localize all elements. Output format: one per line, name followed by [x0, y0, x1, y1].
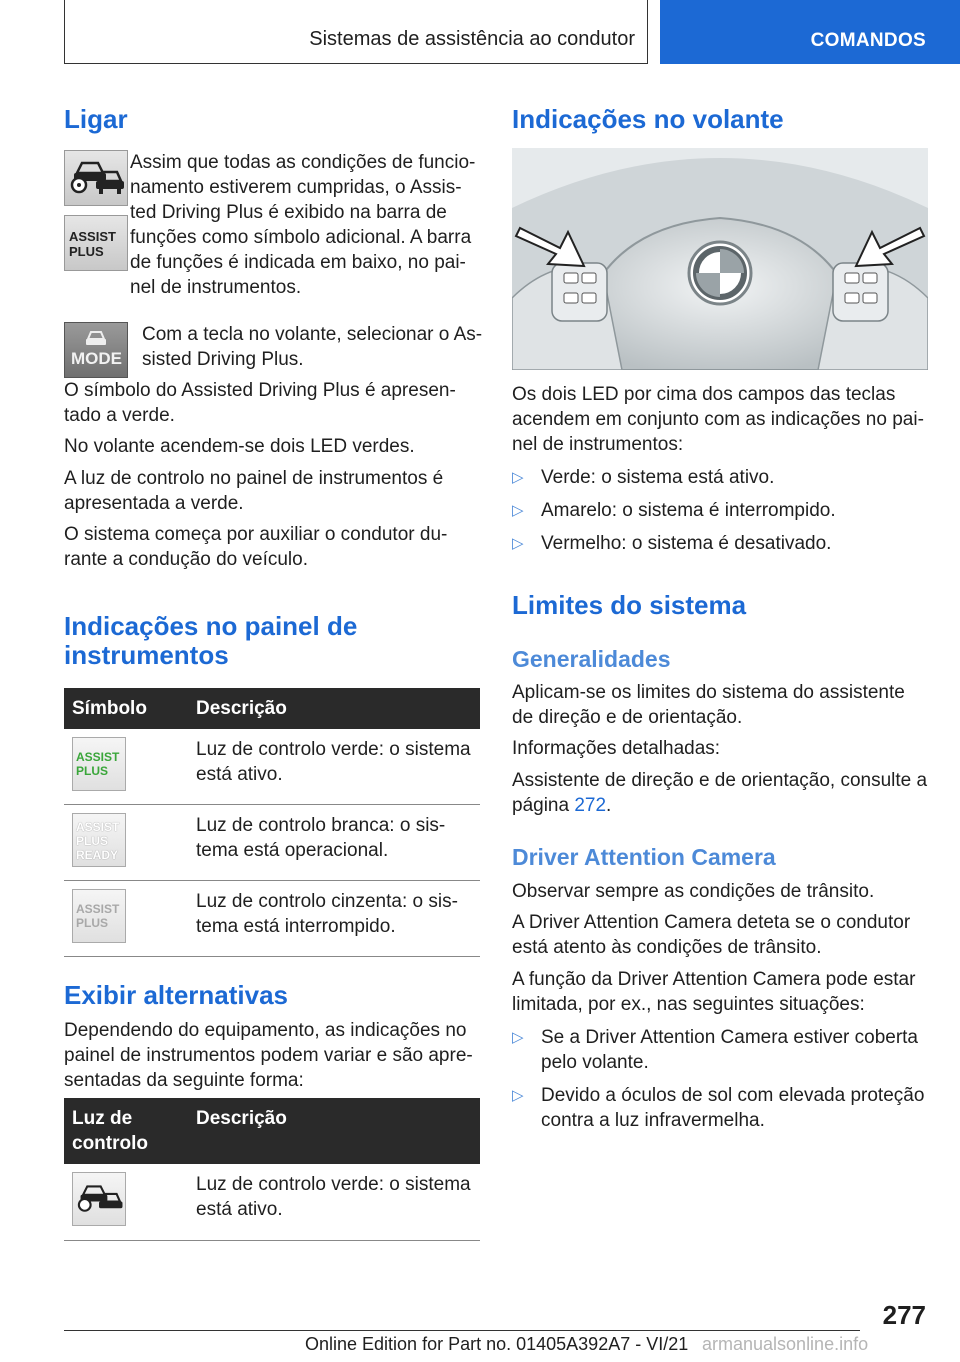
icon-line3: READY	[76, 847, 119, 862]
table-row	[64, 729, 480, 804]
bullet-text-l1: Devido a óculos de sol com elevada proteção	[541, 1085, 925, 1106]
limites-p5-l2: está atento às condições de trânsito.	[512, 937, 822, 958]
mode-car-svg	[65, 327, 127, 351]
table-row	[64, 804, 480, 880]
assist-icon-line2: PLUS	[69, 244, 104, 259]
assist-plus-icon	[64, 215, 128, 271]
icon-line1: ASSIST	[76, 901, 120, 916]
table-col-descricao: Descrição	[188, 1098, 480, 1164]
volante-p-l1: Os dois LED por cima dos campos das teclas	[512, 384, 896, 405]
mode-button-icon	[64, 322, 128, 378]
table-cell-icon	[64, 880, 188, 956]
icon-line2: PLUS	[76, 833, 109, 848]
table-header-row	[64, 688, 480, 729]
heading-painel-l2: instrumentos	[64, 640, 229, 670]
assist-plus-green-icon	[72, 737, 126, 791]
table-col-descricao: Descrição	[188, 688, 480, 729]
ligar-p5-l2: apresentada a verde.	[64, 493, 244, 514]
table-alternativas	[64, 1098, 480, 1241]
table-cell-desc: Luz de controlo branca: o sis-tema está operacional.	[188, 804, 480, 880]
icon-line2: PLUS	[76, 915, 109, 930]
icon-line2: PLUS	[76, 764, 109, 778]
list-item	[512, 531, 928, 556]
table-painel	[64, 688, 480, 957]
limites-p1-l2: de direção e de orientação.	[512, 707, 743, 728]
bullet-text-l2: pelo volante.	[541, 1052, 649, 1073]
chapter-tab[interactable]	[660, 0, 960, 64]
limites-p6-l1: A função da Driver Attention Camera pode estar	[512, 969, 916, 990]
icon-line1: ASSIST	[76, 819, 120, 834]
heading-alternativas: Exibir alternativas	[64, 980, 288, 1010]
bullet-text-l2: contra a luz infravermelha.	[541, 1110, 765, 1131]
subheading-generalidades: Generalidades	[512, 646, 671, 672]
bullet-text: Amarelo: o sistema é interrompido.	[541, 500, 836, 521]
icon-line1: ASSIST	[76, 750, 120, 764]
ligar-p1-l1: Assim que todas as condições de funcio-	[130, 152, 476, 173]
car-steering-assist-icon	[64, 150, 128, 206]
list-item	[512, 498, 928, 523]
table-cell-icon	[64, 804, 188, 880]
volante-p-l2: acendem em conjunto com as indicações no pai-	[512, 409, 924, 430]
table-cell-desc: Luz de controlo verde: o sistema está ativo.	[188, 1164, 480, 1240]
table-row	[64, 880, 480, 956]
table-cell-icon	[64, 1164, 188, 1240]
ligar-p1-l3: ted Driving Plus é exibido na barra de	[130, 202, 447, 223]
ligar-p3-l1: O símbolo do Assisted Driving Plus é apresen-	[64, 380, 456, 401]
bullet-text: Verde: o sistema está ativo.	[541, 467, 775, 488]
table-col-simbolo: Símbolo	[64, 688, 188, 729]
watermark-text: armanualsonline.info	[702, 1334, 869, 1354]
table-col-luz	[64, 1098, 188, 1164]
page-ref-suffix: .	[606, 795, 612, 816]
limites-p3-l1: Assistente de direção e de orientação, consulte a	[512, 770, 928, 791]
table-cell-desc: Luz de controlo cinzenta: o sis-tema está interrompido.	[188, 880, 480, 956]
mode-label: MODE	[71, 349, 122, 368]
ligar-p2-l1: Com a tecla no volante, selecionar o As-	[142, 324, 483, 345]
section-title: Sistemas de assistência ao condutor	[309, 28, 635, 50]
triangle-right-icon: ▷	[512, 1029, 524, 1046]
ligar-p2-l2: sisted Driving Plus.	[142, 349, 304, 370]
heading-limites: Limites do sistema	[512, 590, 747, 620]
triangle-right-icon: ▷	[512, 502, 524, 519]
assist-icon-line1: ASSIST	[69, 229, 116, 244]
limites-p2: Informações detalhadas:	[512, 738, 721, 759]
col-luz-l2: controlo	[72, 1133, 148, 1154]
bullet-text-l1: Se a Driver Attention Camera estiver coberta	[541, 1027, 919, 1048]
ligar-p5-l1: A luz de controlo no painel de instrumentos é	[64, 468, 444, 489]
assist-plus-gray-icon	[72, 889, 126, 943]
table-row	[64, 1164, 480, 1240]
alt-p-l3: sentadas da seguinte forma:	[64, 1070, 304, 1091]
bullet-text: Vermelho: o sistema é desativado.	[541, 533, 832, 554]
page-footer	[0, 1290, 960, 1362]
limites-p5-l1: A Driver Attention Camera deteta se o condutor	[512, 912, 911, 933]
car-steering-assist-icon	[72, 1172, 126, 1226]
footer-rule	[64, 1330, 860, 1331]
ligar-p6-l1: O sistema começa por auxiliar o condutor du-	[64, 524, 448, 545]
list-item	[512, 1025, 928, 1075]
ligar-p3-l2: tado a verde.	[64, 405, 175, 426]
limites-bullets	[512, 1025, 928, 1141]
ligar-p1-l6: nel de instrumentos.	[130, 277, 302, 298]
list-item	[512, 465, 928, 490]
car-steering-assist-mini-svg	[73, 1173, 125, 1225]
volante-bullets	[512, 465, 928, 564]
table-header-row	[64, 1098, 480, 1164]
ligar-p1-l4: funções como símbolo adicional. A barra	[130, 227, 472, 248]
page-ref-link[interactable]: 272	[574, 795, 607, 816]
volante-p-l3: nel de instrumentos:	[512, 434, 684, 455]
heading-painel-l1: Indicações no painel de	[64, 611, 358, 641]
page-number: 277	[882, 1300, 926, 1330]
ligar-p6-l2: rante a condução do veículo.	[64, 549, 309, 570]
subheading-driver-attention: Driver Attention Camera	[512, 844, 776, 870]
limites-p1-l1: Aplicam-se os limites do sistema do assistente	[512, 682, 905, 703]
ligar-p1-l2: namento estiverem cumpridas, o Assis-	[130, 177, 462, 198]
assist-plus-ready-white-icon	[72, 813, 126, 867]
limites-p3-l2	[512, 793, 611, 818]
heading-volante: Indicações no volante	[512, 104, 784, 134]
page-ref-prefix: página	[512, 795, 575, 816]
alt-p-l2: painel de instrumentos podem variar e são apre-	[64, 1045, 473, 1066]
steering-wheel-image	[512, 148, 928, 370]
col-luz-l1: Luz de	[72, 1108, 133, 1129]
limites-p4: Observar sempre as condições de trânsito.	[512, 881, 875, 902]
triangle-right-icon: ▷	[512, 1087, 524, 1104]
alt-p-l1: Dependendo do equipamento, as indicações no	[64, 1020, 467, 1041]
triangle-right-icon: ▷	[512, 469, 524, 486]
limites-p6-l2: limitada, por ex., nas seguintes situações:	[512, 994, 865, 1015]
heading-ligar: Ligar	[64, 104, 128, 134]
ligar-p1-l5: de funções é indicada em baixo, no pai-	[130, 252, 466, 273]
page-header	[0, 0, 960, 66]
triangle-right-icon: ▷	[512, 535, 524, 552]
car-steering-assist-svg	[65, 151, 127, 205]
section-title-box	[64, 0, 648, 64]
edition-text: Online Edition for Part no. 01405A392A7 - VI/21	[305, 1334, 689, 1354]
chapter-label: COMANDOS	[810, 30, 926, 51]
bmw-steering-wheel-svg	[512, 148, 928, 370]
ligar-p4: No volante acendem-se dois LED verdes.	[64, 436, 415, 457]
list-item	[512, 1083, 928, 1133]
table-cell-desc: Luz de controlo verde: o sistema está ativo.	[188, 729, 480, 804]
table-cell-icon	[64, 729, 188, 804]
